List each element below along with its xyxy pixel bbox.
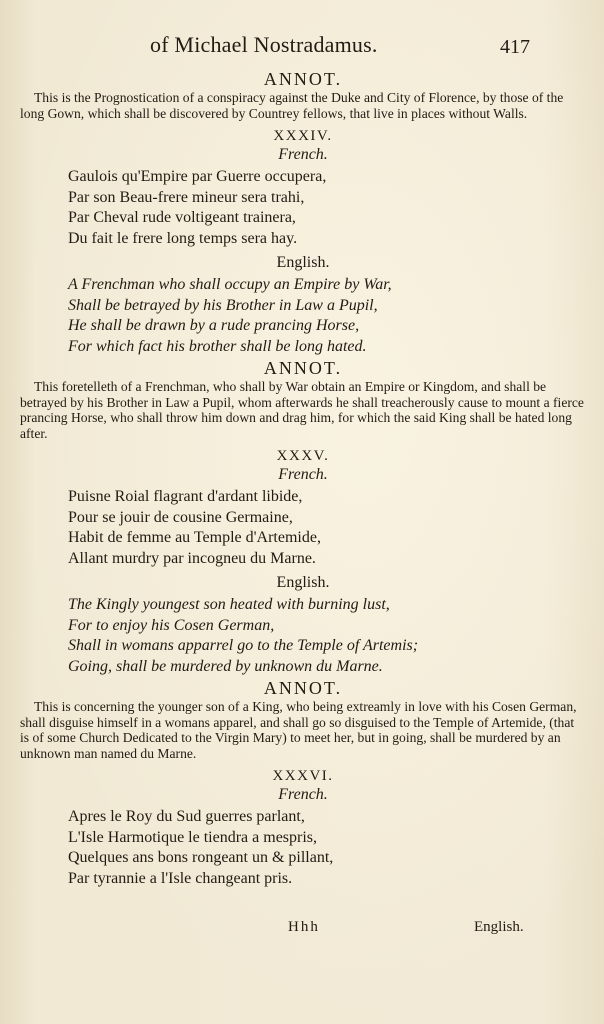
- quatrain-number: XXXIV.: [273, 128, 333, 144]
- verse-line: Apres le Roy du Sud guerres parlant,: [68, 808, 305, 825]
- quatrain-number: XXXV.: [276, 448, 330, 464]
- english-heading: English.: [276, 574, 330, 591]
- annot-text: This is the Prognostication of a conspiracy against the Duke and City of Florence, by those of the long Gown, which shall be discovered by Countrey fellows, that live in places without Walls.: [20, 90, 564, 121]
- verse-line: Puisne Roial flagrant d'ardant libide,: [68, 488, 303, 505]
- french-verse: [20, 167, 586, 249]
- annot-heading: ANNOT.: [263, 358, 343, 378]
- annot-text: This foretelleth of a Frenchman, who shall by War obtain an Empire or Kingdom, and shall be betrayed by his Brother in Law a Pupil, whom afterwards he shall treacherously cause to mount a fierce prancing Horse, who shall throw him down and drag him, for which the said King shall be hated long after.: [20, 379, 584, 441]
- french-verse: [20, 807, 586, 889]
- verse-line: Shall in womans apparrel go to the Temple of Artemis;: [68, 637, 419, 654]
- annot-heading: ANNOT.: [263, 69, 343, 89]
- english-verse: [20, 275, 586, 357]
- verse-line: For which fact his brother shall be long hated.: [68, 337, 367, 355]
- page-header: [0, 30, 604, 66]
- verse-line: Par tyrannie a l'Isle changeant pris.: [68, 869, 293, 887]
- verse-line: For to enjoy his Cosen German,: [68, 616, 275, 634]
- verse-line: Par son Beau-frere mineur sera trahi,: [68, 188, 305, 206]
- verse-line: Gaulois qu'Empire par Guerre occupera,: [68, 168, 327, 185]
- verse-line: Quelques ans bons rongeant un & pillant,: [68, 849, 334, 866]
- signature-mark: Hhh: [288, 919, 320, 935]
- verse-line: Par Cheval rude voltigeant trainera,: [68, 209, 296, 226]
- french-verse: [20, 487, 586, 569]
- english-verse: [20, 595, 586, 677]
- french-heading: French.: [278, 786, 328, 803]
- quatrain-number: XXXVI.: [272, 768, 334, 784]
- verse-line: Going, shall be murdered by unknown du Marne.: [68, 657, 383, 675]
- annot-heading: ANNOT.: [263, 678, 343, 698]
- english-heading: English.: [276, 254, 330, 271]
- verse-line: He shall be drawn by a rude prancing Horse,: [68, 317, 360, 334]
- verse-line: Pour se jouir de cousine Germaine,: [68, 508, 293, 526]
- verse-line: The Kingly youngest son heated with burning lust,: [68, 596, 390, 613]
- verse-line: Du fait le frere long temps sera hay.: [68, 229, 298, 247]
- page-footer: [0, 915, 604, 945]
- annot-text: This is concerning the younger son of a King, who being extreamly in love with his Cosen German, shall disguise himself in a womans apparel, and shall go so disguised to the Temple of Artemide, (that is of some Church Dedicated to the Virgin Mary) to meet her, but in going, shall be murdered by an unknown man named du Marne.: [20, 699, 577, 761]
- verse-line: Habit de femme au Temple d'Artemide,: [68, 529, 321, 546]
- catchword: English.: [474, 919, 524, 935]
- page-body: [20, 68, 586, 889]
- verse-line: Shall be betrayed by his Brother in Law a Pupil,: [68, 296, 378, 314]
- verse-line: Allant murdry par incogneu du Marne.: [68, 549, 316, 567]
- french-heading: French.: [278, 466, 328, 483]
- verse-line: L'Isle Harmotique le tiendra a mespris,: [68, 828, 318, 846]
- page-number: 417: [500, 36, 530, 58]
- running-title: of Michael Nostradamus.: [150, 32, 378, 57]
- verse-line: A Frenchman who shall occupy an Empire by War,: [68, 276, 392, 293]
- french-heading: French.: [278, 146, 328, 163]
